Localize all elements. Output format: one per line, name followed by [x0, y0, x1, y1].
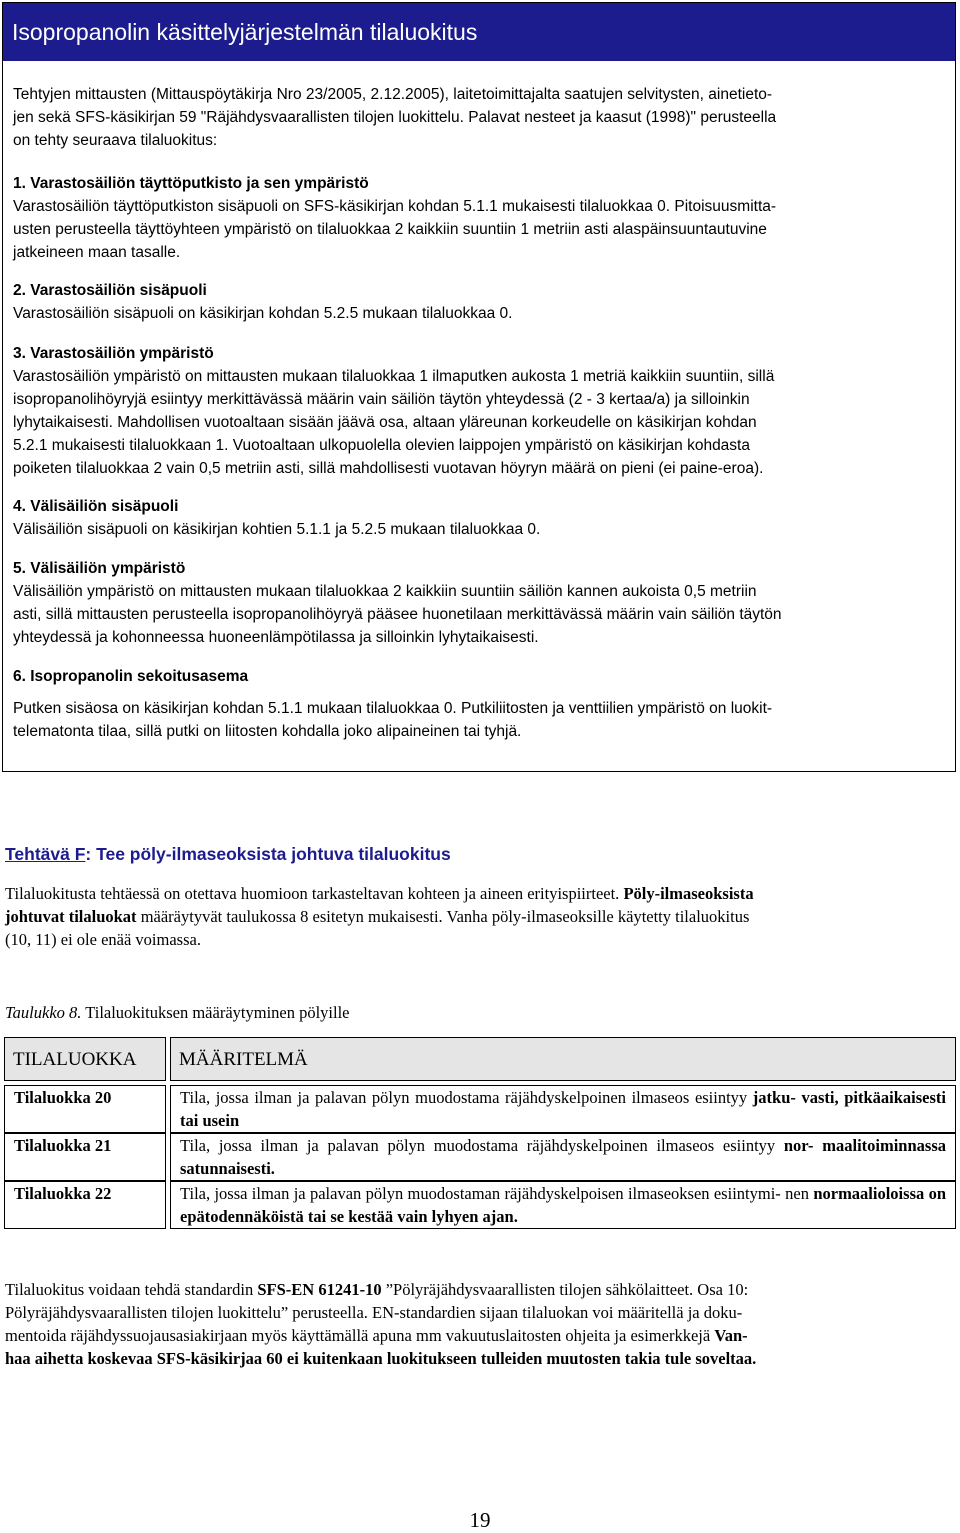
caption-line	[5, 1001, 953, 1024]
task-heading-text: : Tee pöly-ilmaseoksista johtuva tilaluokitus	[85, 844, 451, 864]
section-line: lyhytaikaisesti. Mahdollisen vuotoaltaan sisään jäävä osa, altaan yläreunan korkeudelle on käsikirjan kohdan	[13, 414, 757, 431]
task-intro-line: (10, 11) ei ole enää voimassa.	[5, 930, 201, 949]
task-intro-bold: johtuvat tilaluokat	[5, 907, 137, 926]
section-line: jatkeineen maan tasalle.	[13, 244, 181, 261]
section-line: Välisäiliön sisäpuoli on käsikirjan kohtien 5.1.1 ja 5.2.5 mukaan tilaluokkaa 0.	[13, 521, 541, 538]
task-intro-line	[5, 905, 953, 928]
section-line: yhteydessä ja kohonneessa huoneenlämpötilassa ja silloinkin lyhytaikaisesti.	[13, 629, 539, 646]
definition-bold: normaalioloissa on epätodennäköistä tai se kestää vain lyhyen ajan.	[180, 1184, 947, 1226]
definition-bold: maalitoiminnassa satunnaisesti.	[180, 1136, 947, 1178]
section-line: Varastosäiliön täyttöputkiston sisäpuoli on SFS-käsikirjan kohdan 5.1.1 mukaisesti tilaluokkaa 0. Pitoisuusmitta-	[13, 198, 777, 215]
task-intro-paragraph	[5, 882, 953, 951]
section-line: Putken sisäosa on käsikirjan kohdan 5.1.1 mukaan tilaluokkaa 0. Putkiliitosten ja venttiilien ympäristö on luokit-	[13, 700, 773, 717]
final-line	[5, 1324, 953, 1347]
definition-bold: nor-	[783, 1136, 814, 1155]
final-text: Tilaluokitus voidaan tehdä standardin	[5, 1280, 258, 1299]
section-line: isopropanolihöyryjä esiintyy merkittävässä määrin vain säiliön täytön yhteydessä (2 - 3 kertaa/a) ja silloinkin	[13, 391, 750, 408]
intro-line: jen sekä SFS-käsikirjan 59 "Räjähdysvaarallisten tilojen luokittelu. Palavat nesteet ja kaasut (1998)" perusteella	[13, 109, 777, 126]
page-number: 19	[469, 1508, 491, 1532]
final-text: mentoida räjähdyssuojausasiakirjaan myös käyttämällä apuna mm vakuutuslaitosten ohjeita ja esimerkkejä	[5, 1326, 715, 1345]
table-row	[4, 1085, 956, 1133]
section-line: Välisäiliön ympäristö on mittausten mukaan tilaluokkaa 2 kaikkiin suuntiin säiliön kannen aukoista 0,5 metriin	[13, 583, 757, 600]
final-line	[5, 1347, 953, 1370]
header-cell-definition: MÄÄRITELMÄ	[170, 1037, 956, 1081]
section-4	[13, 495, 943, 541]
section-line: Varastosäiliön ympäristö on mittausten mukaan tilaluokkaa 1 ilmaputken aukosta 1 metriä kaikkiin suuntiin, sillä	[13, 368, 775, 385]
caption-text: Tilaluokituksen määräytyminen pölyille	[81, 1003, 350, 1022]
task-heading-label: Tehtävä F	[5, 844, 86, 864]
task-intro-text: Tilaluokitusta tehtäessä on otettava huomioon tarkasteltavan kohteen ja aineen erityispiirteet.	[5, 884, 624, 903]
definition-text: Tila, jossa ilman ja palavan pölyn muodostama räjähdyskelpoinen ilmaseos esiintyy	[180, 1088, 753, 1107]
definition-text: nen	[785, 1184, 814, 1203]
definition-text: Tila, jossa ilman ja palavan pölyn muodostama räjähdyskelpoinen ilmaseos esiintyy	[180, 1136, 784, 1155]
table-row	[4, 1181, 956, 1229]
section-line: asti, sillä mittausten perusteella isopropanolihöyryä pääsee huonetilaan merkittävässä määrin vain säiliön täytön	[13, 606, 782, 623]
class-cell: Tilaluokka 22	[4, 1181, 166, 1229]
header-cell-class: TILALUOKKA	[4, 1037, 166, 1081]
class-cell: Tilaluokka 21	[4, 1133, 166, 1181]
section-heading: 3. Varastosäiliön ympäristö	[13, 345, 214, 362]
table-row	[4, 1133, 956, 1181]
banner-title: Isopropanolin käsittelyjärjestelmän tilaluokitus	[3, 3, 955, 61]
final-line: Pölyräjähdysvaarallisten tilojen luokittelu” perusteella. EN-standardien sijaan tilaluokan voi määritellä ja doku-	[5, 1303, 743, 1322]
table-header-row	[4, 1037, 956, 1081]
definition-cell	[170, 1181, 956, 1229]
section-3	[13, 342, 943, 480]
section-line: Varastosäiliön sisäpuoli on käsikirjan kohdan 5.2.5 mukaan tilaluokkaa 0.	[13, 305, 513, 322]
classification-table	[4, 1037, 956, 1229]
definition-cell	[170, 1085, 956, 1133]
definition-bold: vasti, pitkäaikaisesti tai usein	[180, 1088, 946, 1130]
definition-bold: jatku-	[752, 1088, 796, 1107]
final-paragraph	[5, 1278, 953, 1370]
section-line: telematonta tilaa, sillä putki on liitosten kohdalla joko alipaineinen tai tyhjä.	[13, 723, 522, 740]
section-6	[13, 665, 943, 743]
class-cell: Tilaluokka 20	[4, 1085, 166, 1133]
task-intro-text: määräytyvät taulukossa 8 esitetyn mukaisesti. Vanha pöly-ilmaseoksille käytetty tilaluokitus	[136, 907, 750, 926]
section-line: usten perusteella täyttöyhteen ympäristö on tilaluokkaa 2 kaikkiin suuntiin 1 metriin asti alaspäinsuuntautuvine	[13, 221, 767, 238]
definition-cell	[170, 1133, 956, 1181]
section-heading: 5. Välisäiliön ympäristö	[13, 560, 186, 577]
section-5	[13, 557, 943, 649]
task-intro-line	[5, 882, 953, 905]
caption-label: Taulukko 8.	[5, 1003, 82, 1022]
section-heading: 1. Varastosäiliön täyttöputkisto ja sen ympäristö	[13, 175, 369, 192]
section-line: poiketen tilaluokkaa 2 vain 0,5 metriin asti, sillä mahdollisesti vuotavan höyryn määrä on pieni (ei paine-eroa).	[13, 460, 764, 477]
final-bold: SFS-EN 61241-10	[257, 1280, 382, 1299]
final-text: ”Pölyräjähdysvaarallisten tilojen sähkölaitteet. Osa 10:	[381, 1280, 749, 1299]
intro-line: on tehty seuraava tilaluokitus:	[13, 132, 218, 149]
table-caption	[5, 1001, 953, 1024]
intro-line: Tehtyjen mittausten (Mittauspöytäkirja Nro 23/2005, 2.12.2005), laitetoimittajalta saatujen selvitysten, ainetieto-	[13, 86, 773, 103]
section-heading: 4. Välisäiliön sisäpuoli	[13, 498, 179, 515]
final-bold: Van-	[714, 1326, 748, 1345]
section-heading: 2. Varastosäiliön sisäpuoli	[13, 282, 207, 299]
section-2	[13, 279, 943, 325]
task-heading	[5, 844, 451, 865]
final-line	[5, 1278, 953, 1301]
section-1	[13, 172, 943, 264]
section-heading: 6. Isopropanolin sekoitusasema	[13, 668, 249, 685]
intro-paragraph	[13, 83, 943, 152]
task-intro-bold: Pöly-ilmaseoksista	[623, 884, 754, 903]
definition-text: Tila, jossa ilman ja palavan pölyn muodostaman räjähdyskelpoisen ilmaseoksen esiintymi-	[180, 1184, 781, 1203]
final-bold: haa aihetta koskevaa SFS-käsikirjaa 60 ei kuitenkaan luokitukseen tulleiden muutosten takia tule soveltaa.	[5, 1349, 757, 1368]
section-line: 5.2.1 mukaisesti tilaluokkaan 1. Vuotoaltaan ulkopuolella olevien laippojen ympäristö on käsikirjan kohdasta	[13, 437, 750, 454]
